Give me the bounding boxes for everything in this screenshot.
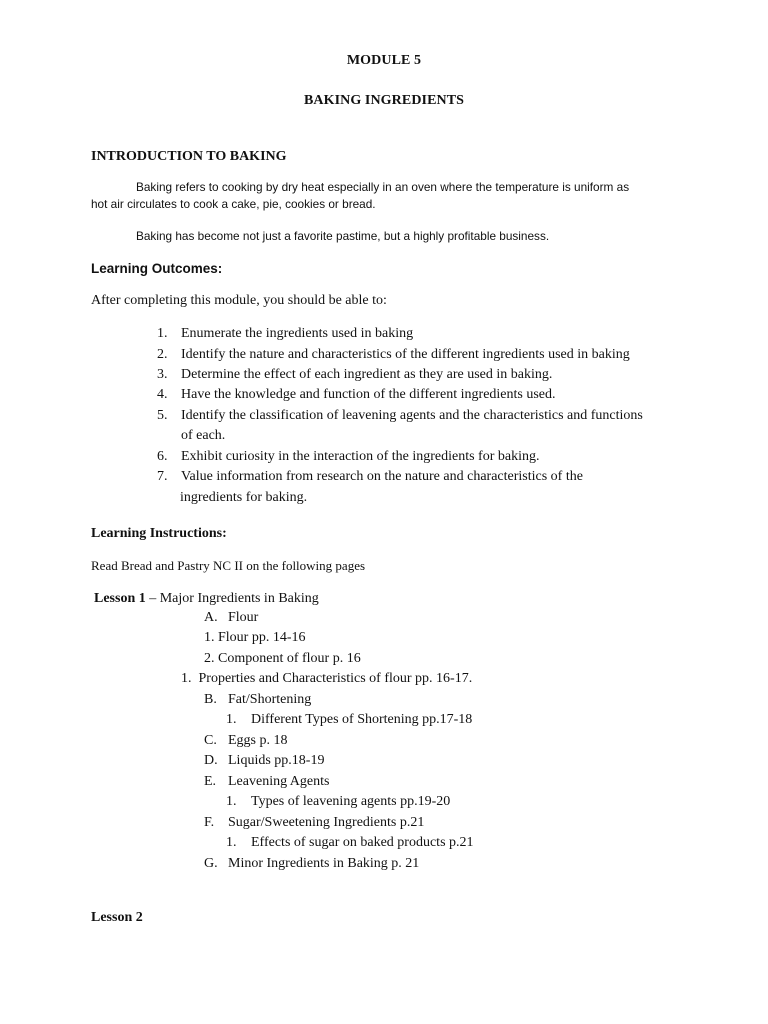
outcome-item: 4. Have the knowledge and function of the different ingredients used. [157, 387, 556, 402]
outcome-item: 3. Determine the effect of each ingredient as they are used in baking. [157, 367, 553, 382]
instructions-text: Read Bread and Pastry NC II on the following pages [91, 558, 366, 573]
outcome-item: 2. Identify the nature and characteristics of the different ingredients used in baking [157, 347, 630, 362]
lesson1-subitem: 1. Types of leavening agents pp.19-20 [226, 794, 451, 809]
intro-para1-line2: hot air circulates to cook a cake, pie, cookies or bread. [91, 197, 376, 211]
module-title: MODULE 5 [346, 53, 422, 68]
lesson1-item: E. Leavening Agents [204, 774, 330, 789]
lesson1-subitem: 2. Component of flour p. 16 [204, 651, 361, 666]
intro-para1-line1: Baking refers to cooking by dry heat especially in an oven where the temperature is uniform as [136, 180, 630, 194]
outcome-item: 6. Exhibit curiosity in the interaction of the ingredients for baking. [157, 449, 540, 464]
outcome-item: 5. Identify the classification of leavening agents and the characteristics and functions [157, 408, 643, 423]
lesson1-item: C. Eggs p. 18 [204, 733, 288, 748]
outcomes-lead: After completing this module, you should be able to: [91, 293, 387, 308]
lesson1-label: Lesson 1 [94, 591, 146, 606]
outcome-item-continuation: of each. [181, 428, 226, 443]
lesson1-item: D. Liquids pp.18-19 [204, 753, 325, 768]
lesson1-item: F. Sugar/Sweetening Ingredients p.21 [204, 815, 425, 830]
module-subtitle: BAKING INGREDIENTS [303, 93, 465, 108]
lesson1-subitem: 1. Properties and Characteristics of flour pp. 16-17. [181, 671, 473, 686]
lesson1-item: B. Fat/Shortening [204, 692, 312, 707]
outcomes-heading: Learning Outcomes: [91, 261, 223, 276]
intro-heading: INTRODUCTION TO BAKING [91, 149, 287, 164]
outcome-item-continuation: ingredients for baking. [180, 490, 308, 505]
lesson1-subitem: 1. Different Types of Shortening pp.17-18 [226, 712, 473, 727]
lesson2-heading: Lesson 2 [91, 910, 143, 925]
instructions-heading: Learning Instructions: [91, 526, 227, 541]
lesson1-item: A. Flour [204, 610, 259, 625]
intro-para2: Baking has become not just a favorite pastime, but a highly profitable business. [136, 229, 550, 243]
lesson1-heading [94, 591, 319, 607]
lesson1-subitem: 1. Effects of sugar on baked products p.21 [226, 835, 474, 850]
lesson1-title: – Major Ingredients in Baking [145, 591, 319, 606]
lesson1-subitem: 1. Flour pp. 14-16 [204, 630, 306, 645]
lesson1-item: G. Minor Ingredients in Baking p. 21 [204, 856, 420, 871]
outcome-item: 1. Enumerate the ingredients used in baking [157, 326, 414, 341]
outcome-item: 7. Value information from research on the nature and characteristics of the [157, 469, 583, 484]
